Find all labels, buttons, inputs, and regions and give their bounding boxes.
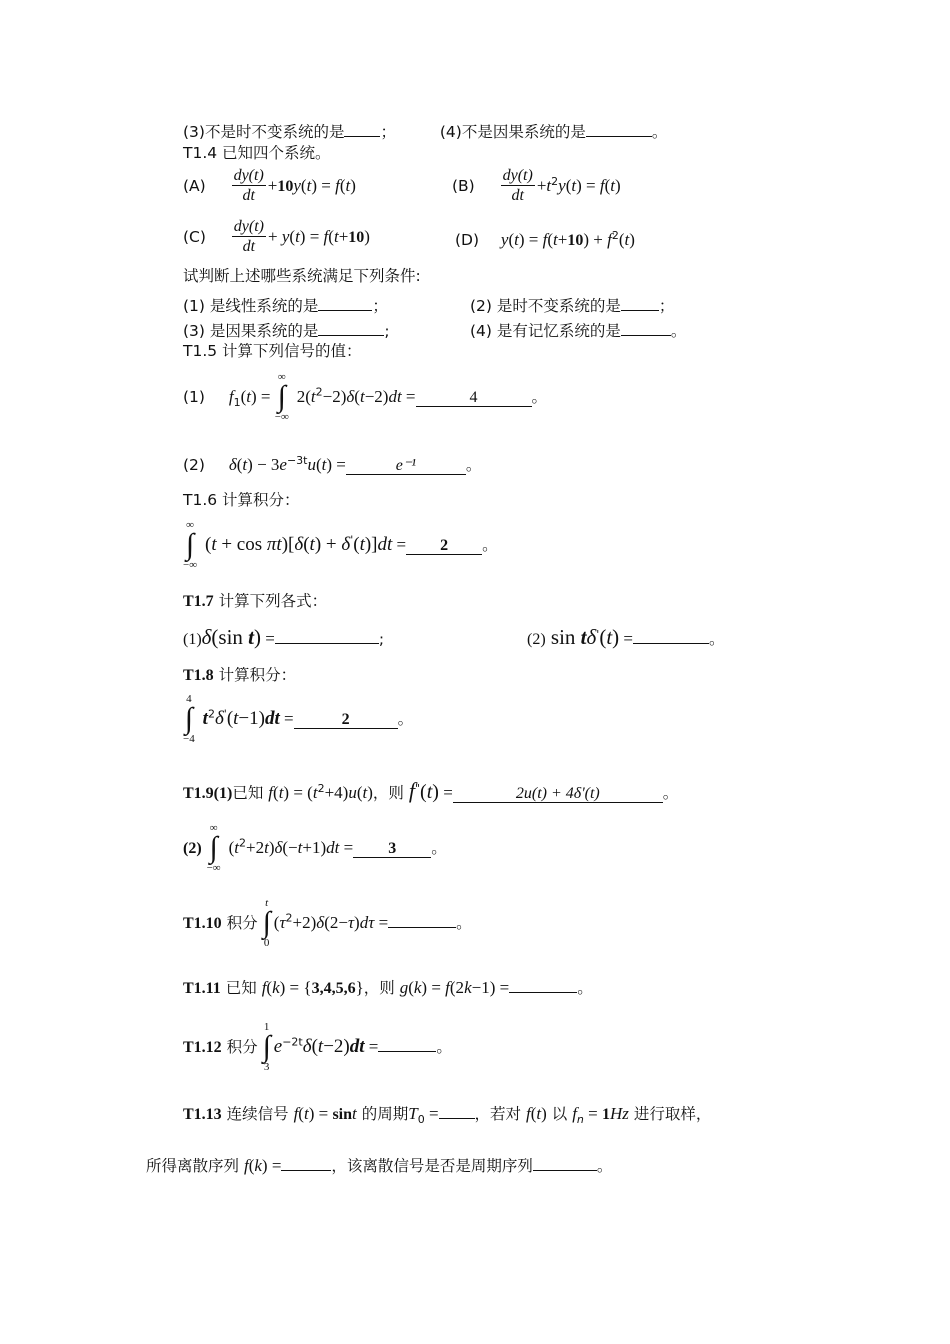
- answer-blank[interactable]: [621, 293, 659, 311]
- system-a: (A) $\frac{dy(t)}{dt}$ +10y(t) = f(t): [183, 167, 356, 205]
- answer-blank[interactable]: 4: [416, 389, 532, 407]
- fraction: $\frac{dy(t)}{dt}$: [233, 218, 264, 256]
- integral-sign: 4 ∫ −4: [183, 693, 195, 745]
- answer-blank[interactable]: e⁻¹: [346, 457, 466, 475]
- t14-title: T1.4 已知四个系统。: [183, 144, 331, 162]
- fraction: $\frac{dy(t)}{dt}$: [233, 167, 264, 205]
- t15-item2: (2) $\delta(t) - 3e^{-3t}u(t) = e^{-1}$ 。: [183, 454, 482, 475]
- t16-formula: ∞ ∫ −∞ (t + cos πt)[δ(t) + δ'(t)]dt = 2 。: [183, 519, 498, 571]
- integral-sign: t ∫ 0: [262, 897, 271, 949]
- answer-blank[interactable]: [318, 318, 384, 336]
- answer-blank[interactable]: [378, 1034, 436, 1052]
- integral-sign: ∞ ∫ −∞: [274, 371, 289, 423]
- answer-blank[interactable]: [633, 626, 709, 644]
- question-line-3-4: (3)不是时不变系统的是 ； (4)不是因果系统的是 。: [183, 119, 667, 141]
- t17-title: T1.7 计算下列各式：: [183, 592, 328, 610]
- t17-item1: (1)δ(sin t) = ;: [183, 625, 385, 649]
- t113-line1: T1.13 连续信号 f(t) = sint 的周期$T_0$ = ，若对 f(t) 以 $f_n = 1Hz$ 进行取样，: [183, 1101, 711, 1126]
- answer-blank[interactable]: 2u(t) + 4δ'(t): [453, 785, 663, 803]
- fraction: $\frac{dy(t)}{dt}$: [502, 167, 533, 205]
- answer-blank[interactable]: [281, 1153, 331, 1171]
- answer-blank[interactable]: [586, 119, 652, 137]
- t15-item1: (1) $f_1(t)$ = ∞ ∫ −∞ $2(t^2-2)\delta(t-2)dt = 4$ 。: [183, 371, 548, 423]
- t16-title: T1.6 计算积分：: [183, 491, 300, 509]
- judge-q4: (4) 是有记忆系统的是 。: [470, 318, 686, 340]
- t19-item2: (2) ∞ ∫ −∞ $(t^2+2t)\delta(-t+1)dt = 3$ 。: [183, 822, 447, 874]
- system-d: (D) $y(t) = f(t+10) + f^2(t)$: [455, 229, 635, 250]
- t17-item2: (2) sin tδ'(t) = 。: [527, 625, 725, 649]
- answer-blank[interactable]: [621, 318, 671, 336]
- integral-sign: ∞ ∫ −∞: [206, 822, 221, 874]
- t112-formula: T1.12 积分 1 ∫ 3 $e^{-2t}\delta(t-2)dt$ = 。: [183, 1021, 452, 1073]
- t18-title: T1.8 计算积分：: [183, 666, 297, 684]
- q3-text: (3)不是时不变系统的是: [183, 122, 345, 141]
- judge-intro: 试判断上述哪些系统满足下列条件:: [183, 267, 421, 285]
- answer-blank[interactable]: 3: [353, 840, 431, 858]
- q4-text: (4)不是因果系统的是: [439, 122, 586, 141]
- system-c: (C) $\frac{dy(t)}{dt}$ + y(t) = f(t+10): [183, 218, 370, 256]
- integral-sign: ∞ ∫ −∞: [183, 519, 198, 571]
- t15-title: T1.5 计算下列信号的值：: [183, 342, 362, 360]
- t111-formula: T1.11 已知 f(k) = {3,4,5,6}，则 g(k) = f(2k−1) = 。: [183, 975, 593, 997]
- integral-sign: 1 ∫ 3: [262, 1021, 271, 1073]
- answer-blank[interactable]: [439, 1101, 475, 1119]
- system-b: (B) $\frac{dy(t)}{dt}$ $+t^2y(t) = f(t)$: [452, 167, 621, 205]
- judge-q3: (3) 是因果系统的是 ;: [183, 318, 390, 340]
- answer-blank[interactable]: [509, 975, 577, 993]
- t19-item1: T1.9(1)已知 $f(t) = (t^2+4)u(t)$，则 f"(t) = 2u(t) + 4δ'(t) 。: [183, 778, 679, 803]
- answer-blank[interactable]: [318, 293, 372, 311]
- judge-q1: (1) 是线性系统的是 ；: [183, 293, 388, 315]
- answer-blank[interactable]: [533, 1153, 597, 1171]
- answer-blank[interactable]: 2: [406, 537, 482, 555]
- answer-blank[interactable]: [275, 626, 379, 644]
- answer-blank[interactable]: [344, 119, 380, 137]
- judge-q2: (2) 是时不变系统的是 ；: [470, 293, 674, 315]
- t110-formula: T1.10 积分 t ∫ 0 $(\tau^2+2)\delta(2-\tau)d\tau$ = 。: [183, 897, 472, 949]
- answer-blank[interactable]: 2: [294, 711, 398, 729]
- answer-blank[interactable]: [388, 910, 456, 928]
- t18-formula: 4 ∫ −4 $t^2\delta'(t-1)dt = 2$ 。: [183, 693, 414, 745]
- t113-line2: 所得离散序列 f(k) = ，该离散信号是否是周期序列 。: [146, 1153, 612, 1175]
